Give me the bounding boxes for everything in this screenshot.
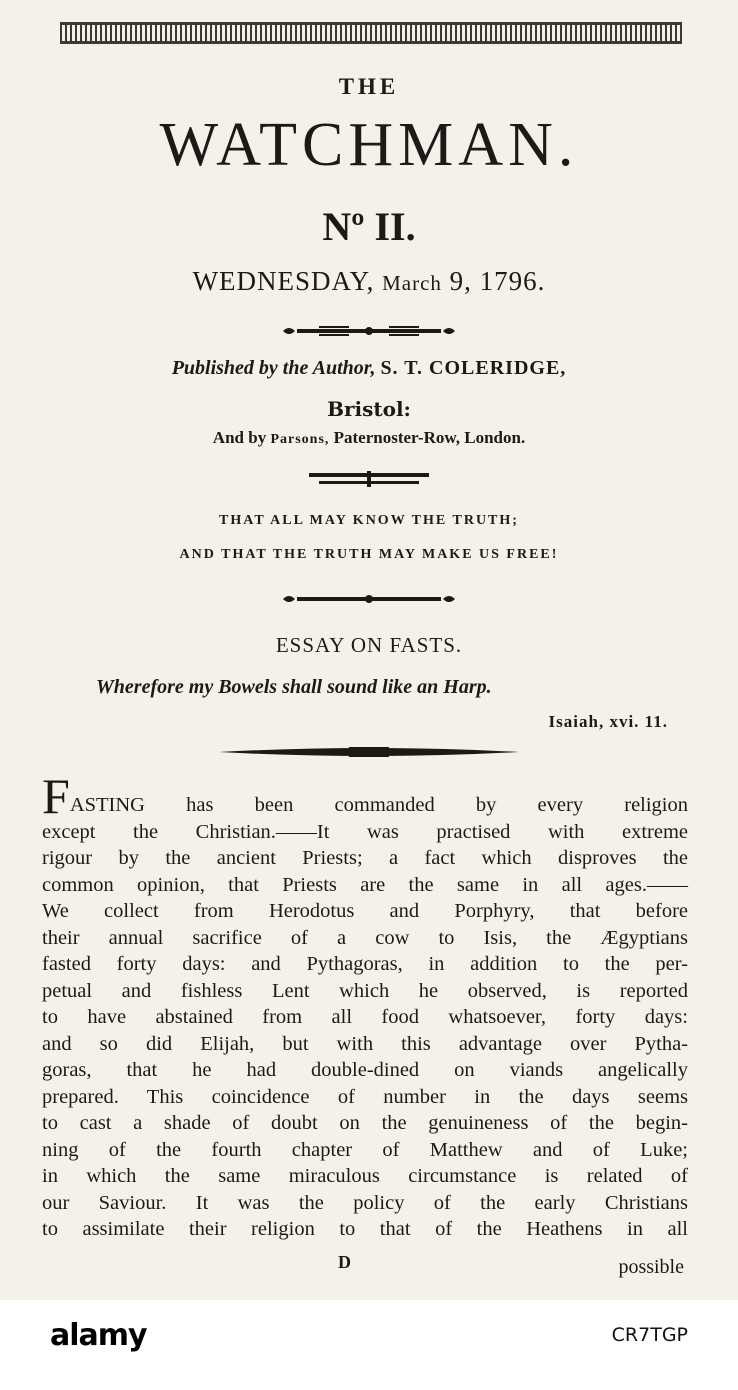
publisher-address: Paternoster-Row, London. xyxy=(333,428,526,447)
first-word-rest: ASTING xyxy=(69,794,145,816)
issue-number: Nº II. xyxy=(322,204,416,249)
ornament-divider xyxy=(0,324,738,338)
essay-body xyxy=(42,768,689,1243)
essay-line: except the Christian.——It was practised with extreme xyxy=(42,820,688,843)
masthead-the: THE xyxy=(338,74,400,99)
secondary-publisher-line xyxy=(0,428,738,448)
ornament-rule xyxy=(0,744,738,760)
essay-title: ESSAY ON FASTS. xyxy=(275,633,463,657)
epigraph: Wherefore my Bowels shall sound like an Harp. xyxy=(96,676,492,698)
issue-date xyxy=(0,266,738,297)
essay-line: to assimilate their religion to that of the Heathens in all xyxy=(42,1218,688,1240)
epigraph-citation: Isaiah, xvi. 11. xyxy=(548,712,668,731)
essay-line: ning of the fourth chapter of Matthew and of Luke; xyxy=(42,1138,688,1161)
date-rest: 9, 1796. xyxy=(449,266,546,296)
essay-line: fasted forty days: and Pythagoras, in addition to the per- xyxy=(42,953,688,975)
stock-image-id: CR7TGP xyxy=(611,1324,688,1346)
essay-line: and so did Elijah, but with this advantage over Pytha- xyxy=(42,1032,688,1055)
publication-city: Bristol: xyxy=(327,397,411,421)
essay-line: has been commanded by every religion xyxy=(186,794,689,816)
essay-first-line xyxy=(42,768,689,824)
date-month: March xyxy=(382,271,442,295)
signature-mark: D xyxy=(338,1252,351,1272)
essay-line: to have abstained from all food whatsoever, forty days: xyxy=(42,1006,688,1028)
essay-line: rigour by the ancient Priests; a fact which disproves the xyxy=(42,847,688,869)
brand-logo: alamy xyxy=(50,1318,147,1353)
essay-line: prepared. This coincidence of number in the days seems xyxy=(42,1085,688,1108)
essay-line: petual and fishless Lent which he observed, is reported xyxy=(42,979,688,1002)
ornament-divider-2 xyxy=(0,592,738,606)
motto-line-2: AND THAT THE TRUTH MAY MAKE US FREE! xyxy=(179,547,559,562)
top-border-rule xyxy=(60,22,682,44)
essay-line: We collect from Herodotus and Porphyry, that before xyxy=(42,900,688,922)
double-rule-divider xyxy=(0,471,738,487)
essay-line: goras, that he had double-dined on viands angelically xyxy=(42,1059,688,1081)
essay-line: common opinion, that Priests are the same in all ages.—— xyxy=(42,873,688,896)
masthead-title: WATCHMAN. xyxy=(159,111,579,179)
author-name: S. T. COLERIDGE, xyxy=(380,357,567,379)
published-by-text: Published by the Author, xyxy=(171,357,376,379)
date-weekday: WEDNESDAY, xyxy=(192,266,375,296)
publisher-line xyxy=(0,357,738,380)
parsons-name: Parsons, xyxy=(270,432,330,447)
essay-line: in which the same miraculous circumstance is related of xyxy=(42,1165,688,1187)
motto-line-1: THAT ALL MAY KNOW THE TRUTH; xyxy=(219,513,519,528)
catchword: possible xyxy=(618,1256,684,1278)
essay-line: our Saviour. It was the policy of the early Christians xyxy=(42,1191,688,1214)
essay-line: to cast a shade of doubt on the genuineness of the begin- xyxy=(42,1112,688,1134)
also-by-text: And by xyxy=(212,428,267,447)
essay-line: their annual sacrifice of a cow to Isis, the Ægyptians xyxy=(42,926,688,949)
drop-cap: F xyxy=(42,768,70,824)
